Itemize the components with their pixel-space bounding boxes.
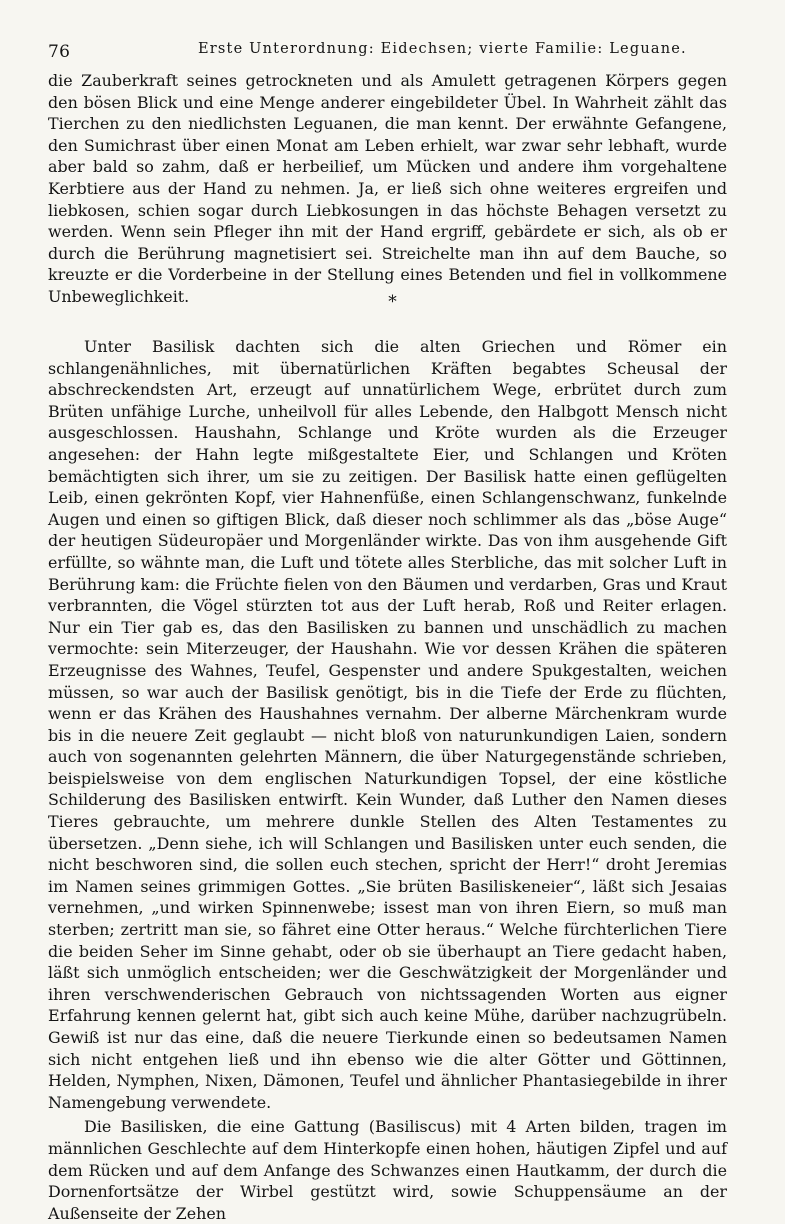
- paragraph-leguan-continuation: die Zauberkraft seines getrockneten und als Amulett getragenen Körpers gegen den bösen Blick und eine Menge anderer eingebildeter Übel. In Wahrheit zählt das Tierchen zu den niedlichsten Leguanen, die man kennt. Der erwähnte Gefangene, den Sumichrast über einen Monat am Leben erhielt, war zwar sehr lebhaft, wurde aber bald so zahm, daß er herbeilief, um Mücken und andere ihm vorgehaltene Kerbtiere aus der Hand zu nehmen. Ja, er ließ sich ohne weiteres ergreifen und liebkosen, schien sogar durch Liebkosungen in das höchste Behagen versetzt zu werden. Wenn sein Pfleger ihn mit der Hand ergriff, gebärdete er sich, als ob er durch die Berührung magnetisiert sei. Streichelte man ihn auf dem Bauche, so kreuzte er die Vorderbeine in der Stellung eines Betenden und fiel in vollkommene Unbeweglichkeit.: [48, 71, 727, 306]
- paragraph-basilisk-legend: Unter Basilisk dachten sich die alten Griechen und Römer ein schlangenähnliches, mit übernatürlichen Kräften begabtes Scheusal der abschreckendsten Art, erzeugt auf unnatürlichem Wege, erbrütet durch zum Brüten unfähige Lurche, unheilvoll für alles Lebende, den Halbgott Mensch nicht ausgeschlossen. Haushahn, Schlange und Kröte wurden als die Erzeuger angesehen: der Hahn legte mißgestaltete Eier, und Schlangen und Kröten bemächtigten sich ihrer, um sie zu zeitigen. Der Basilisk hatte einen geflügelten Leib, einen gekrönten Kopf, vier Hahnenfüße, einen Schlangenschwanz, funkelnde Augen und einen so giftigen Blick, daß dieser noch schlimmer als das „böse Auge“ der heutigen Südeuropäer und Morgenländer wirkte. Das von ihm ausgehende Gift erfüllte, so wähnte man, die Luft und tötete alles Sterbliche, das mit solcher Luft in Berührung kam: die Früchte fielen von den Bäumen und verdarben, Gras und Kraut verbrannten, die Vögel stürzten tot aus der Luft herab, Roß und Reiter erlagen. Nur ein Tier gab es, das den Basilisken zu bannen und unschädlich zu machen vermochte: sein Miterzeuger, der Haushahn. Wie vor dessen Krähen die späteren Erzeugnisse des Wahnes, Teufel, Gespenster und andere Spukgestalten, weichen müssen, so war auch der Basilisk genötigt, bis in die Tiefe der Erde zu flüchten, wenn er das Krähen des Haushahnes vernahm. Der alberne Märchenkram wurde bis in die neuere Zeit geglaubt — nicht bloß von naturunkundigen Laien, sondern auch von sogenannten gelehrten Männern, die über Naturgegenstände schrieben, beispielsweise von dem englischen Naturkundigen Topsel, der eine köstliche Schilderung des Basilisken entwirft. Kein Wunder, daß Luther den Namen dieses Tieres gebrauchte, um mehrere dunkle Stellen des Alten Testamentes zu übersetzen. „Denn siehe, ich will Schlangen und Basilisken unter euch senden, die nicht beschworen sind, die sollen euch stechen, spricht der Herr!“ droht Jeremias im Namen seines grimmigen Gottes. „Sie brüten Basiliskeneier“, läßt sich Jesaias vernehmen, „und wirken Spinnenwebe; issest man von ihren Eiern, so muß man sterben; zertritt man sie, so fähret eine Otter heraus.“ Welche fürchterlichen Tiere die beiden Seher im Sinne gehabt, oder ob sie überhaupt an Tiere gedacht haben, läßt sich unmöglich entscheiden; wer die Geschwätzigkeit der Morgenländer und ihren verschwenderischen Gebrauch von nichtssagenden Worten aus eigner Erfahrung kennen gelernt hat, gibt sich auch keine Mühe, darüber nachzugrübeln. Gewiß ist nur das eine, daß die neuere Tierkunde einen so bedeutsamen Namen sich nicht entgehen ließ und ihn ebenso wie die alter Götter und Göttinnen, Helden, Nymphen, Nixen, Dämonen, Teufel und ähnlicher Phantasiegebilde in ihrer Namengebung verwendete.: [48, 337, 727, 1112]
- running-title: Erste Unterordnung: Eidechsen; vierte Familie: Leguane.: [198, 41, 687, 57]
- text-block-top: [48, 70, 727, 308]
- page-header: [48, 40, 721, 64]
- text-block-main: [48, 336, 727, 1224]
- page-number: 76: [48, 42, 71, 62]
- section-separator-asterisk: *: [388, 292, 397, 312]
- paragraph-basilisk-description: Die Basilisken, die eine Gattung (Basiliscus) mit 4 Arten bilden, tragen im männlichen Geschlechte auf dem Hinterkopfe einen hohen, häutigen Zipfel und auf dem Rücken und auf dem Anfange des Schwanzes einen Hautkamm, der durch die Dornenfortsätze der Wirbel gestützt wird, sowie Schuppensäume an der Außenseite der Zehen: [48, 1117, 727, 1223]
